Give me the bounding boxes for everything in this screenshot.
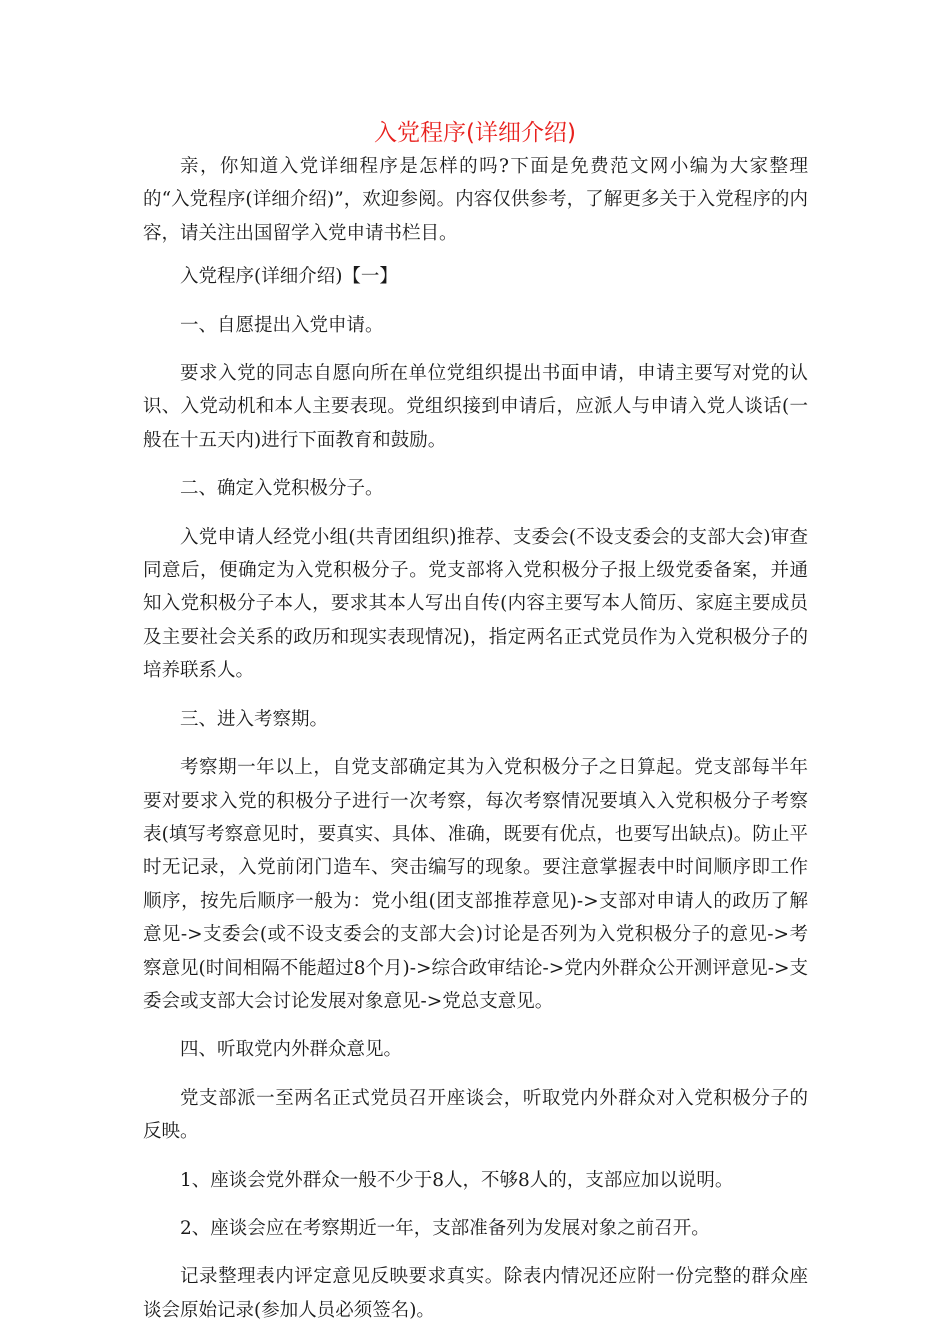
document-body: [143, 150, 808, 1342]
intro-paragraph: 亲，你知道入党详细程序是怎样的吗?下面是免费范文网小编为大家整理的“入党程序(详细介绍)”，欢迎参阅。内容仅供参考，了解更多关于入党程序的内容，请关注出国留学入党申请书栏目。: [143, 156, 808, 244]
list-item-1: 1、座谈会党外群众一般不少于8人，不够8人的，支部应加以说明。: [180, 1169, 734, 1191]
section-heading: 入党程序(详细介绍)【一】: [180, 266, 398, 288]
step-heading-1: 一、自愿提出入党申请。: [180, 314, 384, 336]
step-body-4: 党支部派一至两名正式党员召开座谈会，听取党内外群众对入党积极分子的反映。: [143, 1087, 808, 1143]
step-body-2: 入党申请人经党小组(共青团组织)推荐、支委会(不设支委会的支部大会)审查同意后，便确定为入党积极分子。党支部将入党积极分子报上级党委备案，并通知入党积极分子本人，要求其本人写出自传(内容主要写本人简历、家庭主要成员及主要社会关系的政历和现实表现情况)，指定两名正式党员作为入党积极分子的培养联系人。: [143, 526, 808, 682]
step-heading-3: 三、进入考察期。: [180, 708, 329, 730]
step-body-1: 要求入党的同志自愿向所在单位党组织提出书面申请，申请主要写对党的认识、入党动机和本人主要表现。党组织接到申请后，应派人与申请入党人谈话(一般在十五天内)进行下面教育和鼓励。: [143, 363, 808, 451]
step-body-3: 考察期一年以上，自党支部确定其为入党积极分子之日算起。党支部每半年要对要求入党的积极分子进行一次考察，每次考察情况要填入入党积极分子考察表(填写考察意见时，要真实、具体、准确，既要有优点，也要写出缺点)。防止平时无记录，入党前闭门造车、突击编写的现象。要注意掌握表中时间顺序即工作顺序，按先后顺序一般为：党小组(团支部推荐意见)->支部对申请人的政历了解意见->支委会(或不设支委会的支部大会)讨论是否列为入党积极分子的意见->考察意见(时间相隔不能超过8个月)->综合政审结论->党内外群众公开测评意见->支委会或支部大会讨论发展对象意见->党总支意见。: [143, 757, 808, 1012]
list-item-2: 2、座谈会应在考察期近一年，支部准备列为发展对象之前召开。: [180, 1217, 710, 1239]
closing-paragraph: 记录整理表内评定意见反映要求真实。除表内情况还应附一份完整的群众座谈会原始记录(参加人员必须签名)。: [143, 1266, 808, 1321]
document-title: 入党程序(详细介绍): [374, 120, 576, 146]
step-heading-2: 二、确定入党积极分子。: [180, 478, 384, 500]
step-heading-4: 四、听取党内外群众意见。: [180, 1039, 403, 1061]
